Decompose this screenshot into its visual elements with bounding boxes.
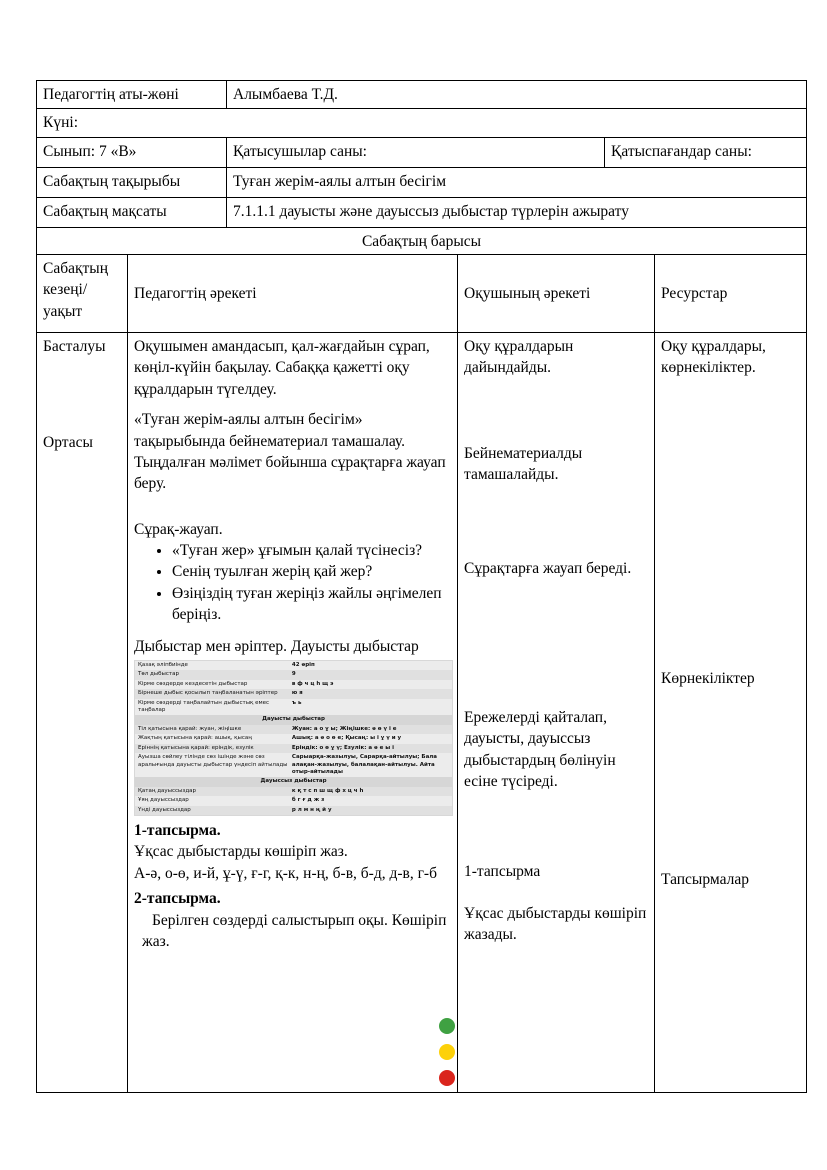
alphabet-row: Қазақ әліпбиінде 42 әріп <box>135 661 452 670</box>
question-item: • «Туған жер» ұғымын қалай түсінесіз? <box>172 540 451 561</box>
alphabet-row: Үнді дауыссыздар р л м н ң й у <box>135 806 452 815</box>
lesson-plan-table <box>36 80 807 1093</box>
teacher-name-label: Педагогтің аты-жөні <box>37 81 227 109</box>
task1-title: 1-тапсырма. <box>134 822 221 840</box>
student-action-cell <box>458 333 655 1093</box>
alphabet-row: Бірнеше дыбыс қосылып таңбаланатын әріптер ю я <box>135 689 452 698</box>
student-paragraph-rules: Ережелерді қайталап, дауысты, дауыссыз дыбыстардың бөлінуін есіне түсіреді. <box>464 708 616 790</box>
alphabet-row: Жақтың қатысына қарай: ашық, қысаң Ашық: а ә о ө е; Қысаң: ы і ұ ү и у <box>135 734 452 743</box>
resources-paragraph-tools: Оқу құралдары, көрнекіліктер. <box>661 338 766 377</box>
alphabet-table-image <box>134 660 453 816</box>
consonant-section-header: Дауыссыз дыбыстар <box>135 777 452 786</box>
resources-cell <box>655 333 807 1093</box>
alphabet-row: Ауызша сөйлеу тілінде сөз ішінде және сөз аралығында дауысты дыбыстар үндесіп айтылады Сарыарқа-жазылуы, Сарарқа-айтылуы; Бала алақан-жазылуы, балалақан-айтылуы. Айта отыр-айтылады <box>135 753 452 777</box>
task2-text: Берілген сөздерді салыстырып оқы. Көшіріп жаз. <box>142 911 447 950</box>
green-circle-icon <box>439 1018 455 1034</box>
teacher-action-cell <box>128 333 458 1093</box>
teacher-paragraph-video: «Туған жерім-аялы алтын бесігім» тақырыбында бейнематериал тамашалау. <box>134 411 406 450</box>
row-column-headers <box>37 255 807 333</box>
row-objective <box>37 198 807 228</box>
participants-label: Қатысушылар саны: <box>227 138 605 168</box>
alphabet-row: Кірме сөздерді таңбалайтын дыбыстық емес таңбалар ъ ь <box>135 699 452 716</box>
row-topic <box>37 168 807 198</box>
yellow-circle-icon <box>439 1044 455 1060</box>
student-paragraph-answer: Сұрақтарға жауап береді. <box>464 559 632 577</box>
topic-value: Туған жерім-аялы алтын бесігім <box>227 168 807 198</box>
objective-value: 7.1.1.1 дауысты және дауыссыз дыбыстар түрлерін ажырату <box>227 198 807 228</box>
teacher-paragraph-questions-intro: Тыңдалған мәлімет бойынша сұрақтарға жауап беру. <box>134 453 446 493</box>
question-item: • Өзіңіздің туған жеріңіз жайлы әңгімелеп беріңіз. <box>172 583 451 626</box>
stage-cell <box>37 333 128 1093</box>
col-header-student-action: Оқушының әрекеті <box>458 255 655 333</box>
question-list <box>134 540 451 626</box>
alphabet-row: Қатаң дауыссыздар к қ т с п ш щ ф х ц ч һ <box>135 787 452 796</box>
teacher-paragraph-greeting: Оқушымен амандасып, қал-жағдайын сұрап, көңіл-күйін бақылау. Сабаққа қажетті оқу құралдарын түгелдеу. <box>134 338 430 398</box>
row-teacher-name <box>37 81 807 109</box>
col-header-teacher-action: Педагогтің әрекеті <box>128 255 458 333</box>
topic-label: Сабақтың тақырыбы <box>37 168 227 198</box>
class-label: Сынып: 7 «В» <box>37 138 227 168</box>
alphabet-row: Төл дыбыстар 9 <box>135 670 452 679</box>
student-paragraph-prepare: Оқу құралдарын дайындайды. <box>464 338 574 377</box>
student-task1-label: 1-тапсырма <box>464 863 541 881</box>
objective-label: Сабақтың мақсаты <box>37 198 227 228</box>
course-header: Сабақтың барысы <box>37 228 807 255</box>
question-item: • Сенің туылған жерің қай жер? <box>172 561 451 582</box>
alphabet-row: Кірме сөздерде кездесетін дыбыстар в ф ч ц һ щ э <box>135 680 452 689</box>
task2-title: 2-тапсырма. <box>134 890 221 908</box>
stage-middle: Ортасы <box>43 434 93 452</box>
row-main-content <box>37 333 807 1093</box>
col-header-resources: Ресурстар <box>655 255 807 333</box>
absent-label: Қатыспағандар саны: <box>605 138 807 168</box>
row-date <box>37 109 807 138</box>
stage-start: Басталуы <box>43 338 106 355</box>
row-course-header <box>37 228 807 255</box>
task1-text: Ұқсас дыбыстарды көшіріп жаз. <box>134 843 348 861</box>
task1-pairs: А-ә, о-ө, и-й, ұ-ү, ғ-г, қ-к, н-ң, б-в, б-д, д-в, г-б <box>134 864 437 882</box>
alphabet-row: Еріннің қатысына қарай: еріндік, езулік Еріндік: о ө ұ ү; Езулік: а ә е ы і <box>135 744 452 753</box>
teacher-paragraph-qa: Сұрақ-жауап. <box>134 520 223 538</box>
traffic-light-image <box>439 1018 455 1086</box>
student-paragraph-watch: Бейнематериалды тамашалайды. <box>464 444 583 484</box>
col-header-stage: Сабақтың кезеңі/ уақыт <box>37 255 128 333</box>
red-circle-icon <box>439 1070 455 1086</box>
teacher-paragraph-sounds: Дыбыстар мен әріптер. Дауысты дыбыстар <box>134 637 419 655</box>
alphabet-row: Тіл қатысына қарай: жуан, жіңішке Жуан: а о ұ ы; Жіңішке: ә ө ү і е <box>135 725 452 734</box>
resources-paragraph-visuals: Көрнекіліктер <box>661 669 755 687</box>
row-class <box>37 138 807 168</box>
date-label: Күні: <box>37 109 807 138</box>
resources-paragraph-tasks: Тапсырмалар <box>661 871 749 889</box>
student-paragraph-copy: Ұқсас дыбыстарды көшіріп жазады. <box>464 904 647 944</box>
teacher-name-value: Алымбаева Т.Д. <box>227 81 807 109</box>
alphabet-row: Ұяң дауыссыздар б г ғ д ж з <box>135 796 452 805</box>
vowel-section-header: Дауысты дыбыстар <box>135 715 452 724</box>
